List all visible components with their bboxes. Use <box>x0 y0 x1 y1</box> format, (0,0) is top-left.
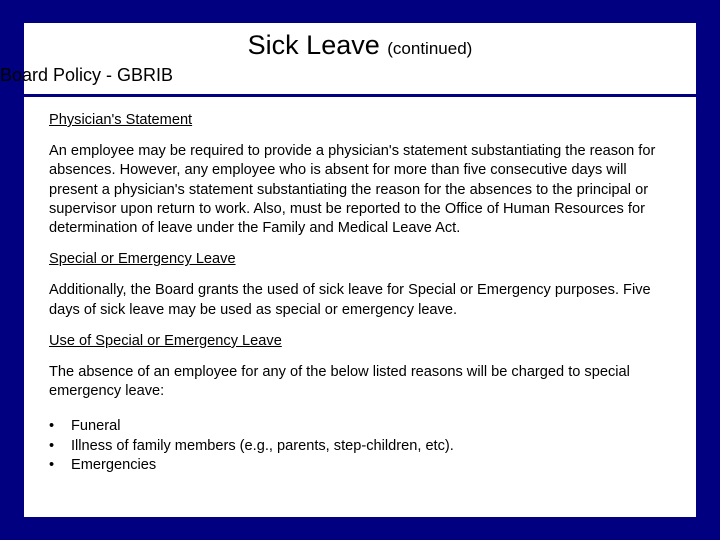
list-item <box>49 437 679 456</box>
section-body-physicians-statement: An employee may be required to provide a physician's statement substantiating the reason for absences. However, any employee who is absent for more than five consecutive days will present a physician's statement substantiating the reason for the absences to the principal or supervisor upon return to work. Also, must be reported to the Office of Human Resources for determination of leave under the Family and Medical Leave Act. <box>49 143 656 237</box>
bullet-icon: • <box>49 437 55 454</box>
bullet-icon: • <box>49 418 55 435</box>
list-item-text: Emergencies <box>71 456 157 473</box>
page-title: Sick Leave <box>247 30 380 60</box>
section-heading-special-emergency-leave: Special or Emergency Leave <box>49 251 236 268</box>
list-item-text: Illness of family members (e.g., parents, step-children, etc). <box>71 437 454 454</box>
section-heading-use-of-special-leave: Use of Special or Emergency Leave <box>49 332 282 349</box>
bullet-icon: • <box>49 456 55 473</box>
content-body <box>49 111 679 475</box>
list-item-text: Funeral <box>71 418 121 435</box>
page-subtitle: Board Policy - GBRIB <box>0 65 174 85</box>
section-body-use-of-special-leave: The absence of an employee for any of the below listed reasons will be charged to special emergency leave: <box>49 364 630 400</box>
section-heading-physicians-statement: Physician's Statement <box>49 112 193 128</box>
list-item <box>49 417 679 436</box>
content-panel <box>24 97 696 517</box>
title-line <box>24 30 696 61</box>
list-item <box>49 456 679 475</box>
reasons-list <box>49 417 679 475</box>
section-body-special-emergency-leave: Additionally, the Board grants the used of sick leave for Special or Emergency purposes. Five days of sick leave may be used as special or emergency leave. <box>49 282 651 318</box>
title-suffix: (continued) <box>387 39 473 58</box>
